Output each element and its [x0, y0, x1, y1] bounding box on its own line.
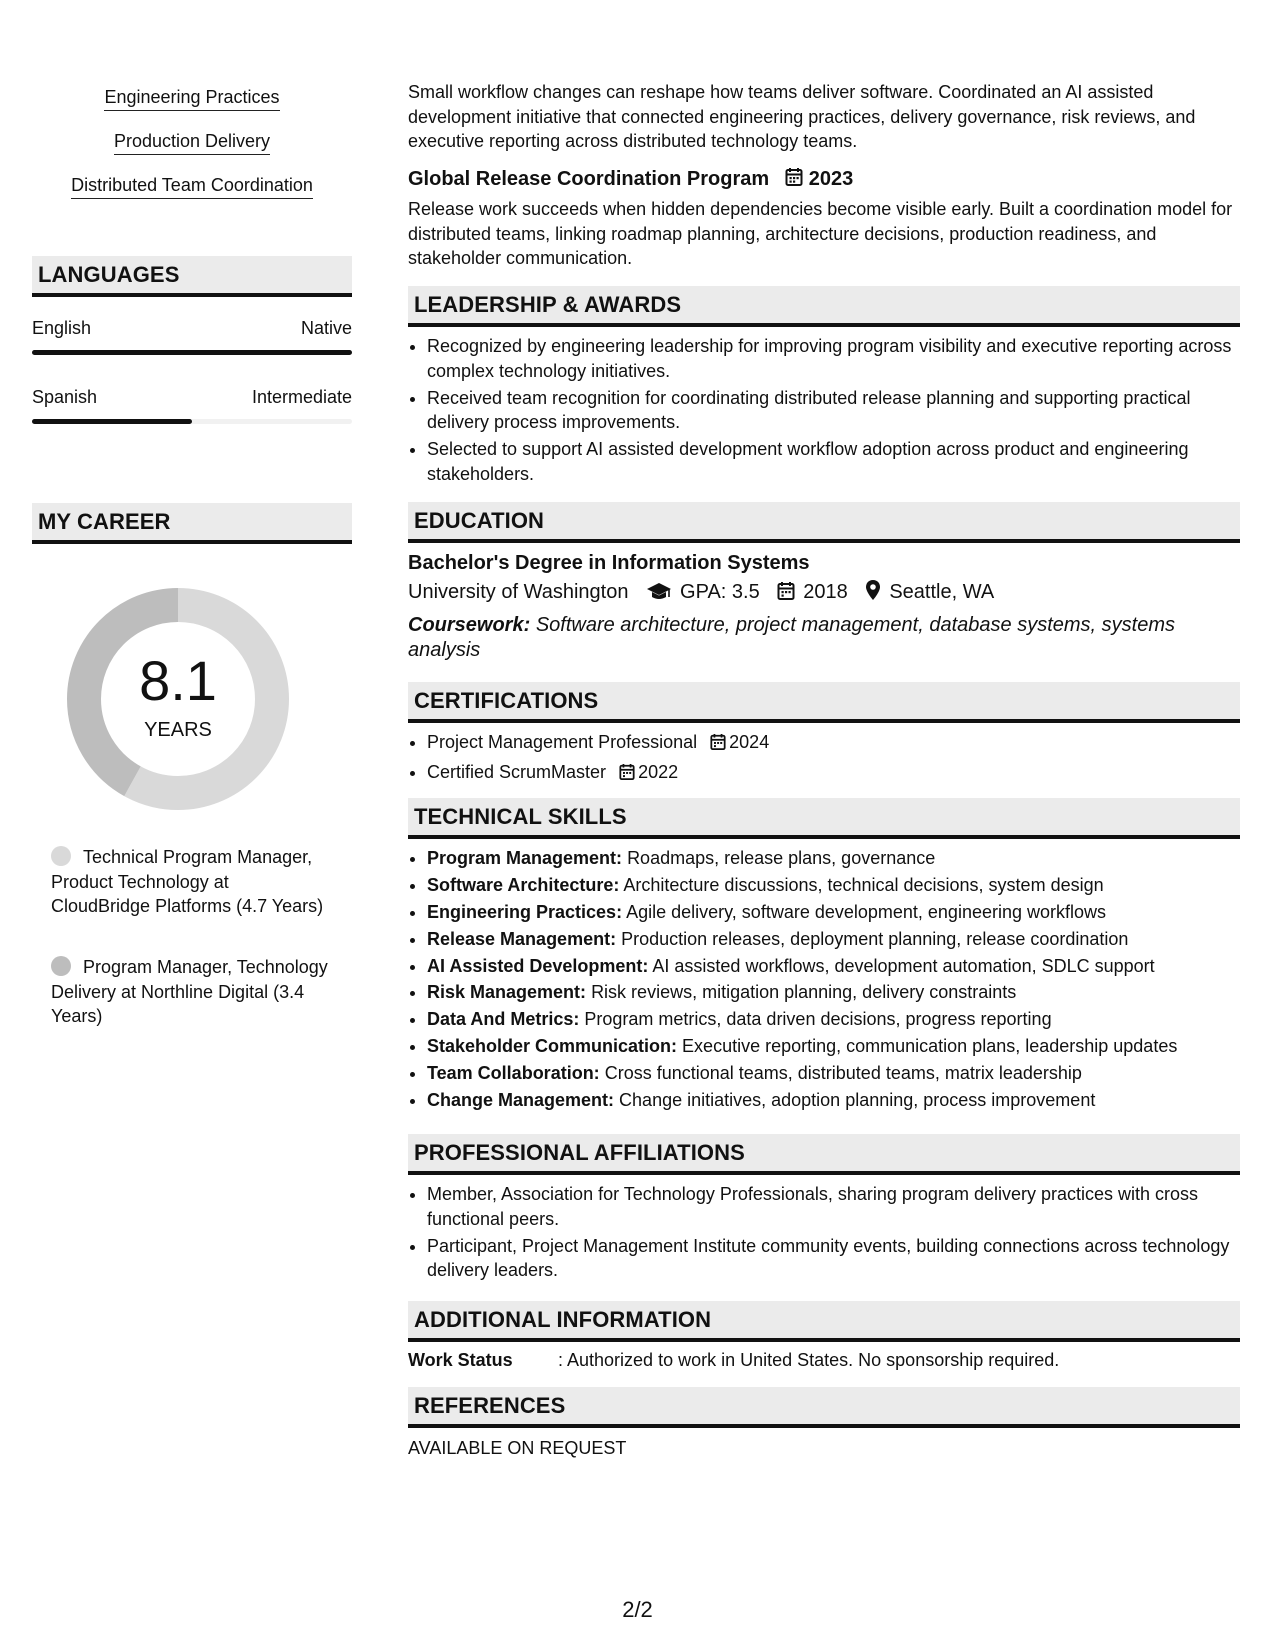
references-text: AVAILABLE ON REQUEST	[408, 1438, 627, 1458]
skill-value: Program metrics, data driven decisions, progress reporting	[584, 1009, 1052, 1030]
certifications-list	[408, 730, 1240, 790]
career-total-years: 8.1	[139, 649, 217, 712]
career-donut	[66, 587, 290, 811]
skill-value: Production releases, deployment planning, release coordination	[621, 928, 1129, 949]
skill-item	[427, 846, 1240, 871]
work-status-row	[408, 1348, 1240, 1373]
project-title: Global Release Coordination Program	[408, 168, 770, 190]
language-name: English	[32, 318, 92, 338]
additional-info-heading: ADDITIONAL INFORMATION	[408, 1301, 1240, 1342]
language-name: Spanish	[32, 387, 98, 407]
project-description: Release work succeeds when hidden dependencies become visible early. Built a coordination model for distributed teams, linking roadmap planning, architecture decisions, production readiness, and stakeholder communication.	[408, 199, 1233, 268]
career-legend-text: Program Manager, Technology Delivery at Northline Digital (3.4 Years)	[51, 957, 328, 1026]
references-heading: REFERENCES	[408, 1387, 1240, 1428]
education-heading: EDUCATION	[408, 502, 1240, 543]
affiliations-list	[408, 1182, 1240, 1285]
page-number: 2/2	[622, 1597, 653, 1622]
certification-name: Certified ScrumMaster	[427, 762, 607, 782]
skill-item	[427, 1034, 1240, 1059]
skill-item	[427, 980, 1240, 1005]
work-status-label: Work Status	[408, 1350, 513, 1370]
affiliations-heading: PROFESSIONAL AFFILIATIONS	[408, 1134, 1240, 1175]
skill-value: AI assisted workflows, development automation, SDLC support	[652, 955, 1155, 976]
list-item: • Member, Association for Technology Professionals, sharing program delivery practices with cross functional peers.	[427, 1182, 1240, 1231]
skill-link[interactable]: Production Delivery	[114, 130, 270, 155]
skill-label: Data And Metrics:	[427, 1009, 580, 1030]
language-bar-fill	[32, 419, 192, 424]
project-year: 2023	[808, 168, 854, 190]
skill-label: Release Management:	[427, 928, 617, 949]
legend-dot	[51, 846, 71, 866]
language-bar	[32, 419, 352, 424]
skill-value: Risk reviews, mitigation planning, delivery constraints	[591, 982, 1017, 1003]
project-intro	[408, 80, 1240, 154]
language-bar	[32, 350, 352, 355]
calendar-icon	[777, 581, 795, 609]
skill-item	[427, 1007, 1240, 1032]
coursework-text: Software architecture, project management, database systems, systems analysis	[408, 614, 1175, 661]
work-status-value: : Authorized to work in United States. No sponsorship required.	[558, 1350, 1060, 1370]
intro-text: Small workflow changes can reshape how teams deliver software. Coordinated an AI assisted development initiative that connected engineering practices, delivery governance, risk reviews, and executive reporting across distributed technology teams.	[408, 82, 1196, 151]
list-item: • Received team recognition for coordinating distributed release planning and supporting practical delivery process improvements.	[427, 386, 1240, 435]
legend-dot	[51, 956, 71, 976]
skill-label: Software Architecture:	[427, 874, 620, 895]
skill-item	[427, 873, 1240, 898]
skill-value: Architecture discussions, technical decisions, system design	[623, 874, 1104, 895]
skill-item	[427, 1088, 1240, 1113]
certification-item	[427, 730, 1240, 758]
skill-value: Agile delivery, software development, engineering workflows	[626, 901, 1107, 922]
skill-value: Cross functional teams, distributed teams, matrix leadership	[604, 1063, 1082, 1084]
career-legend-item	[51, 845, 331, 919]
education-entry	[408, 550, 1240, 662]
skill-label: Engineering Practices:	[427, 901, 623, 922]
leadership-list	[408, 334, 1240, 489]
skill-item	[427, 1061, 1240, 1086]
calendar-icon	[785, 167, 803, 194]
skill-link[interactable]: Distributed Team Coordination	[71, 174, 313, 199]
skill-label: Risk Management:	[427, 982, 587, 1003]
list-item: • Recognized by engineering leadership for improving program visibility and executive reporting across complex technology initiatives.	[427, 334, 1240, 383]
calendar-icon	[710, 733, 726, 758]
language-level: Native	[300, 318, 352, 338]
education-details	[408, 578, 1240, 609]
location-pin-icon	[865, 579, 881, 609]
skill-label: Team Collaboration:	[427, 1063, 600, 1084]
certification-item	[427, 760, 1240, 788]
skill-value: Change initiatives, adoption planning, process improvement	[619, 1090, 1096, 1111]
skill-item	[427, 900, 1240, 925]
list-item: • Participant, Project Management Institute community events, building connections across technology delivery leaders.	[427, 1234, 1240, 1283]
skill-label: AI Assisted Development:	[427, 955, 649, 976]
coursework	[408, 613, 1240, 662]
skill-label: Program Management:	[427, 848, 623, 868]
certification-year: 2024	[729, 732, 770, 752]
career-legend-item	[51, 955, 331, 1029]
career-legend-text: Technical Program Manager, Product Technology at CloudBridge Platforms (4.7 Years)	[51, 847, 324, 916]
skill-links	[32, 86, 352, 218]
career-heading: MY CAREER	[32, 503, 352, 544]
language-bar-fill	[32, 350, 352, 355]
technical-skills-heading: TECHNICAL SKILLS	[408, 798, 1240, 839]
skill-label: Change Management:	[427, 1090, 615, 1111]
graduation-cap-icon	[646, 581, 672, 609]
technical-skills-list	[408, 846, 1240, 1115]
skill-item	[427, 927, 1240, 952]
skill-item	[427, 954, 1240, 979]
list-item: • Selected to support AI assisted development workflow adoption across product and engineering stakeholders.	[427, 437, 1240, 486]
skill-link[interactable]: Engineering Practices	[104, 86, 279, 111]
skill-label: Stakeholder Communication:	[427, 1036, 678, 1057]
location: Seattle, WA	[889, 581, 995, 603]
project-entry	[408, 166, 1240, 271]
graduation-year: 2018	[803, 581, 848, 603]
career-years-label: YEARS	[144, 719, 212, 741]
skill-value: Roadmaps, release plans, governance	[627, 848, 936, 868]
leadership-heading: LEADERSHIP & AWARDS	[408, 286, 1240, 327]
certification-name: Project Management Professional	[427, 732, 698, 752]
languages-heading: LANGUAGES	[32, 256, 352, 297]
skill-value: Executive reporting, communication plans, leadership updates	[682, 1036, 1178, 1057]
coursework-label: Coursework:	[408, 614, 531, 636]
language-level: Intermediate	[251, 387, 352, 407]
certifications-heading: CERTIFICATIONS	[408, 682, 1240, 723]
calendar-icon	[619, 763, 635, 788]
degree: Bachelor's Degree in Information Systems	[408, 552, 810, 574]
certification-year: 2022	[638, 762, 679, 782]
gpa: GPA: 3.5	[680, 581, 760, 603]
university: University of Washington	[408, 581, 629, 603]
project-title-line	[408, 166, 1240, 194]
